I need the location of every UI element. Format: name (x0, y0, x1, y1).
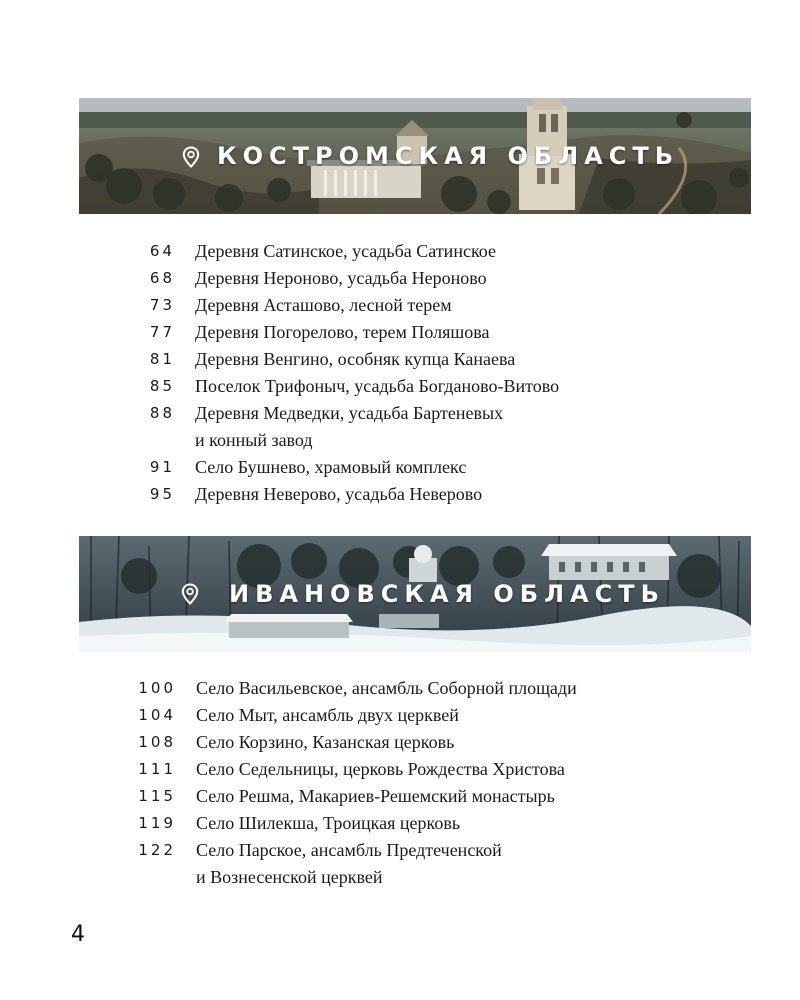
page-folio: 4 (71, 922, 85, 947)
toc-entry[interactable] (0, 265, 800, 292)
toc-entry[interactable] (0, 702, 800, 729)
toc-entry[interactable] (0, 400, 800, 454)
toc-list-kostroma (0, 238, 800, 508)
entry-title-line: и конный завод (195, 430, 313, 450)
toc-entry[interactable] (0, 810, 800, 837)
page-number: 95 (149, 485, 175, 503)
entry-title-line: Деревня Медведки, усадьба Бартеневых (195, 403, 504, 423)
section-banner-kostroma (79, 98, 751, 214)
page-number: 104 (138, 706, 176, 724)
entry-title (195, 400, 715, 454)
section-heading: ИВАНОВСКАЯ ОБЛАСТЬ (229, 580, 665, 608)
entry-title: Деревня Нероново, усадьба Нероново (195, 268, 487, 288)
page-number: 81 (149, 350, 175, 368)
page-number: 115 (138, 787, 176, 805)
toc-list-ivanovo (0, 675, 800, 891)
entry-title: Село Мыт, ансамбль двух церквей (196, 705, 459, 725)
toc-entry[interactable] (0, 346, 800, 373)
entry-title: Деревня Неверово, усадьба Неверово (195, 484, 483, 504)
page-number: 88 (149, 404, 175, 422)
page-number: 64 (149, 242, 175, 260)
entry-title: Деревня Сатинское, усадьба Сатинское (195, 241, 496, 261)
page-number: 108 (138, 733, 176, 751)
page-number: 111 (138, 760, 176, 778)
page-number: 119 (138, 814, 176, 832)
toc-entry[interactable] (0, 756, 800, 783)
toc-entry[interactable] (0, 292, 800, 319)
entry-title-line: Село Парское, ансамбль Предтеченской (196, 840, 502, 860)
toc-entry[interactable] (0, 675, 800, 702)
section-banner-ivanovo (79, 536, 751, 652)
toc-entry[interactable] (0, 319, 800, 346)
toc-entry[interactable] (0, 837, 800, 891)
entry-title: Деревня Асташово, лесной терем (195, 295, 452, 315)
page-number: 77 (149, 323, 175, 341)
section-heading: КОСТРОМСКАЯ ОБЛАСТЬ (217, 142, 679, 170)
toc-entry[interactable] (0, 729, 800, 756)
page-number: 100 (138, 679, 176, 697)
entry-title: Деревня Венгино, особняк купца Канаева (195, 349, 516, 369)
entry-title: Село Корзино, Казанская церковь (196, 732, 455, 752)
page-number: 73 (149, 296, 175, 314)
toc-entry[interactable] (0, 373, 800, 400)
location-pin-icon (182, 146, 200, 168)
toc-entry[interactable] (0, 238, 800, 265)
entry-title (196, 837, 716, 891)
page-number: 122 (138, 841, 176, 859)
page-number: 91 (149, 458, 175, 476)
entry-title: Село Шилекша, Троицкая церковь (196, 813, 461, 833)
toc-entry[interactable] (0, 454, 800, 481)
toc-entry[interactable] (0, 783, 800, 810)
entry-title: Поселок Трифоныч, усадьба Богданово-Витово (195, 376, 560, 396)
page-number: 68 (149, 269, 175, 287)
entry-title: Село Васильевское, ансамбль Соборной площади (196, 678, 577, 698)
page-number: 85 (149, 377, 175, 395)
entry-title: Село Решма, Макариев-Решемский монастырь (196, 786, 555, 806)
entry-title: Село Седельницы, церковь Рождества Христова (196, 759, 565, 779)
toc-entry[interactable] (0, 481, 800, 508)
entry-title: Деревня Погорелово, терем Поляшова (195, 322, 490, 342)
entry-title-line: и Вознесенской церквей (196, 867, 383, 887)
entry-title: Село Бушнево, храмовый комплекс (195, 457, 467, 477)
location-pin-icon (181, 583, 199, 605)
